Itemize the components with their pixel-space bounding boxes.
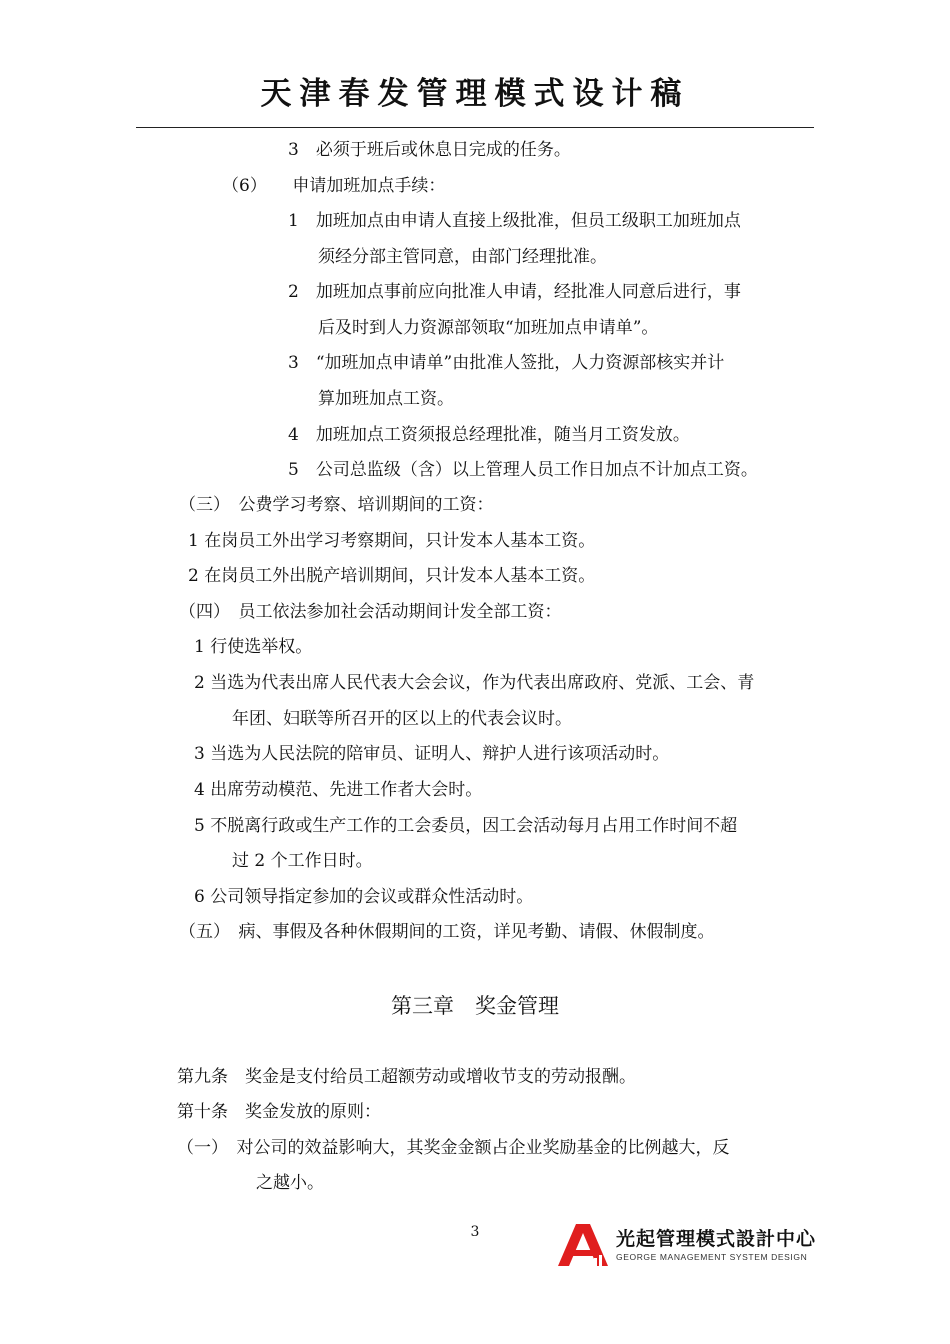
- text-line: 第九条 奖金是支付给员工超额劳动或增收节支的劳动报酬。: [177, 1067, 636, 1087]
- logo-mark-icon: [554, 1222, 612, 1266]
- text-line: （6） 申请加班加点手续：: [222, 176, 446, 196]
- company-logo: [554, 1220, 816, 1270]
- text-line: 2 加班加点事前应向批准人申请，经批准人同意后进行，事: [288, 282, 741, 302]
- text-line: 5 公司总监级（含）以上管理人员工作日加点不计加点工资。: [288, 460, 758, 480]
- text-line: 3 “加班加点申请单”由批准人签批，人力资源部核实并计: [288, 353, 725, 373]
- chapter-heading: 第三章 奖金管理: [391, 994, 559, 1018]
- logo-english-text: GEORGE MANAGEMENT SYSTEM DESIGN: [616, 1252, 808, 1262]
- text-line: 之越小。: [256, 1173, 324, 1193]
- text-line: 年团、妇联等所召开的区以上的代表会议时。: [232, 709, 572, 729]
- logo-chinese-text: 光起管理模式設計中心: [616, 1228, 817, 1250]
- text-line: 2 当选为代表出席人民代表大会会议，作为代表出席政府、党派、工会、青: [194, 673, 755, 693]
- text-line: 过 2 个工作日时。: [232, 851, 373, 871]
- text-line: 3 必须于班后或休息日完成的任务。: [288, 140, 571, 160]
- page-number: 3: [470, 1224, 480, 1240]
- text-line: 2 在岗员工外出脱产培训期间，只计发本人基本工资。: [188, 566, 596, 586]
- text-line: 4 加班加点工资须报总经理批准，随当月工资发放。: [288, 425, 690, 445]
- text-line: 算加班加点工资。: [318, 389, 454, 409]
- text-line: 1 在岗员工外出学习考察期间，只计发本人基本工资。: [188, 531, 596, 551]
- document-title: 天津春发管理模式设计稿: [260, 76, 690, 112]
- text-line: （五） 病、事假及各种休假期间的工资，详见考勤、请假、休假制度。: [179, 922, 715, 942]
- header-divider: [136, 127, 814, 128]
- text-line: 4 出席劳动模范、先进工作者大会时。: [194, 780, 483, 800]
- text-line: 1 加班加点由申请人直接上级批准，但员工级职工加班加点: [288, 211, 741, 231]
- text-line: 5 不脱离行政或生产工作的工会委员，因工会活动每月占用工作时间不超: [194, 816, 738, 836]
- text-line: （三） 公费学习考察、培训期间的工资：: [179, 495, 494, 515]
- text-line: 第十条 奖金发放的原则：: [177, 1102, 381, 1122]
- text-line: 3 当选为人民法院的陪审员、证明人、辩护人进行该项活动时。: [194, 744, 670, 764]
- text-line: 6 公司领导指定参加的会议或群众性活动时。: [194, 887, 534, 907]
- text-line: 须经分部主管同意，由部门经理批准。: [318, 247, 607, 267]
- text-line: 后及时到人力资源部领取“加班加点申请单”。: [318, 318, 659, 338]
- text-line: （四） 员工依法参加社会活动期间计发全部工资：: [179, 602, 562, 622]
- text-line: （一） 对公司的效益影响大，其奖金金额占企业奖励基金的比例越大，反: [177, 1138, 730, 1158]
- text-line: 1 行使选举权。: [194, 637, 313, 657]
